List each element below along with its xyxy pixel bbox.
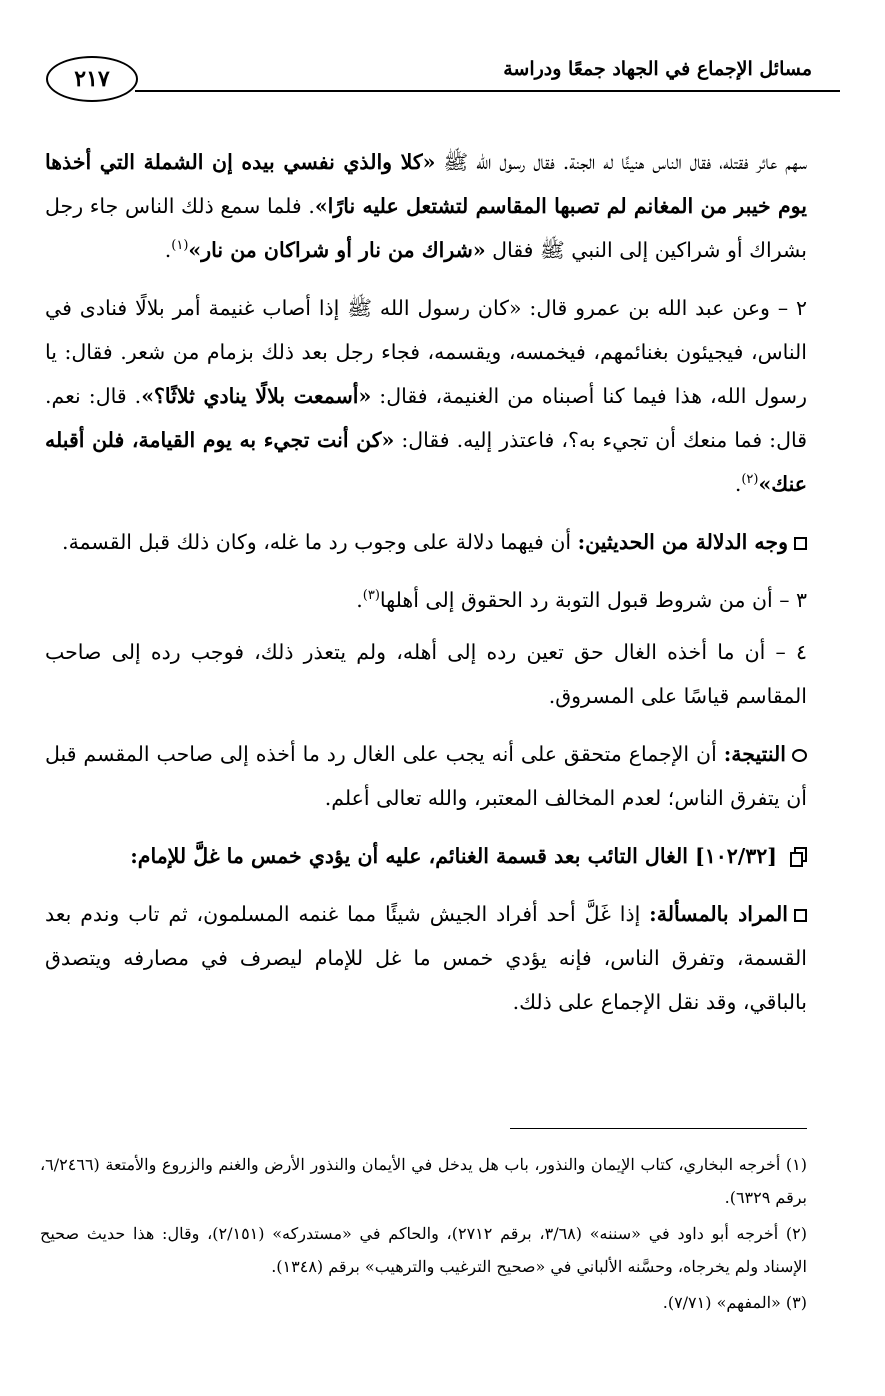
text-run: . فلما سمع ذلك الناس جاء رجل بشراك أو شراكين إلى النبي ﷺ فقال: [45, 194, 807, 262]
running-title: مسائل الإجماع في الجهاد جمعًا ودراسة: [503, 58, 812, 80]
header-rule: [135, 90, 840, 92]
paragraph-point-3: [45, 578, 807, 622]
hadith-quote: «شراك من نار أو شراكان من نار»: [188, 238, 486, 262]
text-run: ٣ – أن من شروط قبول التوبة رد الحقوق إلى أهلها: [379, 588, 807, 612]
footnote-ref: (٢): [741, 472, 759, 488]
main-text: [45, 140, 807, 1038]
hadith-quote: «كن أنت تجيء به يوم القيامة، فلن أقبله عنك»: [45, 428, 807, 496]
square-bullet-icon: [794, 909, 807, 922]
hadith-quote: «أسمعت بلالًا ينادي ثلاثًا؟»: [141, 384, 372, 408]
footnote-ref: (٣): [362, 588, 380, 604]
section-label: وجه الدلالة من الحديثين:: [577, 530, 788, 554]
paragraph-hadith-1: [45, 140, 807, 272]
page-header: [40, 44, 840, 104]
footnote: (١) أخرجه البخاري، كتاب الإيمان والنذور، باب هل يدخل في الأيمان والنذور الأرض والغنم والزروع والأمتعة (٦/٢٤٦٦، برقم ٦٣٢٩).: [40, 1155, 807, 1207]
footnote: (٢) أخرجه أبو داود في «سننه» (٣/٦٨، برقم ٢٧١٢)، والحاكم في «مستدركه» (٢/١٥١)، وقال: هذا حديث صحيح الإسناد ولم يخرجاه، وحسَّنه الألباني في «صحيح الترغيب والترهيب» برقم (١٣٤٨).: [40, 1224, 808, 1276]
text-run: .: [734, 472, 742, 496]
text-run: سهم عائر فقتله، فقال الناس هنيئًا له الجنة. فقال رسول الله ﷺ: [435, 150, 807, 174]
text-run: أن فيهما دلالة على وجوب رد ما غله، وكان ذلك قبل القسمة.: [62, 530, 578, 554]
page-number: ٢١٧: [74, 66, 110, 92]
square-bullet-icon: [794, 537, 807, 550]
text-run: .: [356, 588, 363, 612]
paragraph-point-4: [45, 630, 807, 718]
paragraph-evidence: [45, 520, 807, 564]
text-run: . قال: نعم. قال: فما منعك أن تجيء به؟، فاعتذر إليه. فقال:: [45, 384, 808, 452]
footnote-separator: [510, 1128, 807, 1129]
paragraph-hadith-2: [45, 286, 807, 506]
issue-heading: [45, 834, 807, 878]
paragraph-issue-meaning: [45, 892, 807, 1024]
pages-icon: [787, 847, 807, 869]
page-number-oval: [46, 56, 138, 102]
footnote: (٣) «المفهم» (٧/٧١).: [662, 1293, 807, 1312]
footnotes: [40, 1148, 807, 1322]
issue-heading-text: [١٠٢/٣٢] الغال التائب بعد قسمة الغنائم، عليه أن يؤدي خمس ما غلَّ للإمام:: [130, 844, 777, 868]
circle-bullet-icon: [792, 749, 807, 762]
footnote-ref: (١): [171, 238, 189, 254]
section-label: النتيجة:: [723, 742, 786, 766]
text-run: ٢ – وعن عبد الله بن عمرو قال: «كان رسول الله ﷺ إذا أصاب غنيمة أمر بلالًا فنادى في الناس، فيجيئون بغنائمهم، فيخمسه، ويقسمه، فجاء رجل بعد ذلك بزمام من شعر. فقال: يا رسول الله، هذا فيما كنا أصبناه من الغنيمة، فقال:: [45, 296, 807, 408]
hadith-quote: «كلا والذي نفسي بيده إن الشملة التي أخذها يوم خيبر من المغانم لم تصبها المقاسم لتشتعل عليه نارًا»: [45, 150, 807, 218]
section-label: المراد بالمسألة:: [649, 902, 788, 926]
text-run: أن الإجماع متحقق على أنه يجب على الغال رد ما أخذه إلى صاحب المقسم قبل أن يتفرق الناس؛ لعدم المخالف المعتبر، والله تعالى أعلم.: [45, 742, 807, 810]
text-run: إذا غَلَّ أحد أفراد الجيش شيئًا مما غنمه المسلمون، ثم تاب وندم بعد القسمة، وتفرق الناس، فإنه يؤدي خمس ما غل للإمام ليصرف في مصارفه ويتصدق بالباقي، وقد نقل الإجماع على ذلك.: [45, 902, 807, 1014]
text-run: ٤ – أن ما أخذه الغال حق تعين رده إلى أهله، ولم يتعذر ذلك، فوجب رده إلى صاحب المقاسم قياسًا على المسروق.: [45, 640, 807, 708]
paragraph-result: [45, 732, 807, 820]
text-run: .: [164, 238, 172, 262]
